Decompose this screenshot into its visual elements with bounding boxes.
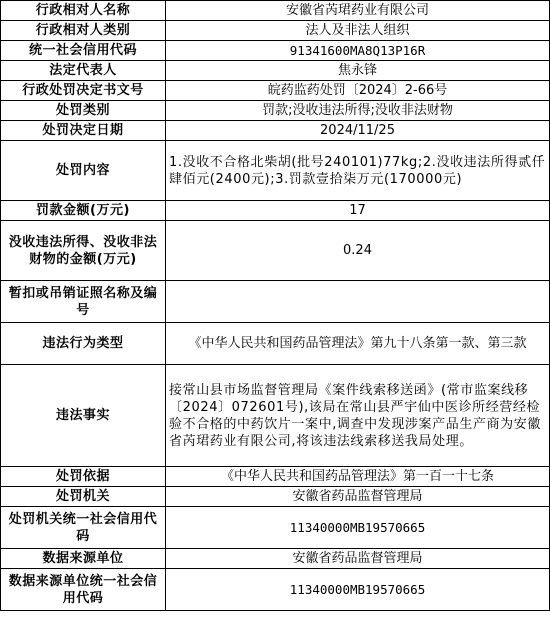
penalty-authority-label: 处罚机关 — [1, 487, 166, 507]
penalty-basis-value: 《中华人民共和国药品管理法》第一百一十七条 — [166, 467, 550, 487]
fine-amount-label: 罚款金额(万元) — [1, 201, 166, 221]
row-data-source-credit-code — [1, 569, 550, 611]
data-source-label: 数据来源单位 — [1, 549, 166, 569]
penalty-content-value: 1.没收不合格北柴胡(批号240101)77kg;2.没收违法所得贰仟肆佰元(2400元);3.罚款壹拾柒万元(170000元) — [166, 141, 550, 201]
data-source-credit-code-label: 数据来源单位统一社会信用代码 — [1, 569, 166, 611]
data-source-value: 安徽省药品监督管理局 — [166, 549, 550, 569]
party-name-value: 安徽省芮珺药业有限公司 — [166, 1, 550, 21]
penalty-content-label: 处罚内容 — [1, 141, 166, 201]
row-legal-rep — [1, 61, 550, 81]
violation-facts-value: 接常山县市场监督管理局《案件线索移送函》(常市监案线移〔2024〕072601号),该局在常山县严宇仙中医诊所经营经检验不合格的中药饮片一案中,调查中发现涉案产品生产商为安徽省芮珺药业有限公司,将该违法线索移送我局处理。 — [166, 365, 550, 467]
authority-credit-code-value: 11340000MB19570665 — [166, 507, 550, 549]
row-confiscation-amount — [1, 221, 550, 281]
decision-date-value: 2024/11/25 — [166, 121, 550, 141]
violation-type-value: 《中华人民共和国药品管理法》第九十八条第一款、第三款 — [166, 323, 550, 365]
row-decision-number — [1, 81, 550, 101]
license-revocation-value — [166, 281, 550, 323]
penalty-category-label: 处罚类别 — [1, 101, 166, 121]
legal-rep-value: 焦永锋 — [166, 61, 550, 81]
row-penalty-basis — [1, 467, 550, 487]
party-type-value: 法人及非法人组织 — [166, 21, 550, 41]
violation-facts-label: 违法事实 — [1, 365, 166, 467]
confiscation-amount-value: 0.24 — [166, 221, 550, 281]
row-license-revocation — [1, 281, 550, 323]
row-violation-facts — [1, 365, 550, 467]
row-data-source — [1, 549, 550, 569]
authority-credit-code-label: 处罚机关统一社会信用代码 — [1, 507, 166, 549]
row-party-type — [1, 21, 550, 41]
row-credit-code — [1, 41, 550, 61]
party-name-label: 行政相对人名称 — [1, 1, 166, 21]
row-decision-date — [1, 121, 550, 141]
legal-rep-label: 法定代表人 — [1, 61, 166, 81]
row-penalty-category — [1, 101, 550, 121]
row-violation-type — [1, 323, 550, 365]
fine-amount-value: 17 — [166, 201, 550, 221]
confiscation-amount-label: 没收违法所得、没收非法财物的金额(万元) — [1, 221, 166, 281]
data-source-credit-code-value: 11340000MB19570665 — [166, 569, 550, 611]
violation-type-label: 违法行为类型 — [1, 323, 166, 365]
decision-date-label: 处罚决定日期 — [1, 121, 166, 141]
license-revocation-label: 暂扣或吊销证照名称及编号 — [1, 281, 166, 323]
row-authority-credit-code — [1, 507, 550, 549]
decision-number-label: 行政处罚决定书文号 — [1, 81, 166, 101]
row-party-name — [1, 1, 550, 21]
decision-number-value: 皖药监药处罚〔2024〕2-66号 — [166, 81, 550, 101]
row-penalty-authority — [1, 487, 550, 507]
penalty-category-value: 罚款;没收违法所得;没收非法财物 — [166, 101, 550, 121]
penalty-basis-label: 处罚依据 — [1, 467, 166, 487]
row-fine-amount — [1, 201, 550, 221]
credit-code-value: 91341600MA8Q13P16R — [166, 41, 550, 61]
penalty-authority-value: 安徽省药品监督管理局 — [166, 487, 550, 507]
row-penalty-content — [1, 141, 550, 201]
party-type-label: 行政相对人类别 — [1, 21, 166, 41]
credit-code-label: 统一社会信用代码 — [1, 41, 166, 61]
